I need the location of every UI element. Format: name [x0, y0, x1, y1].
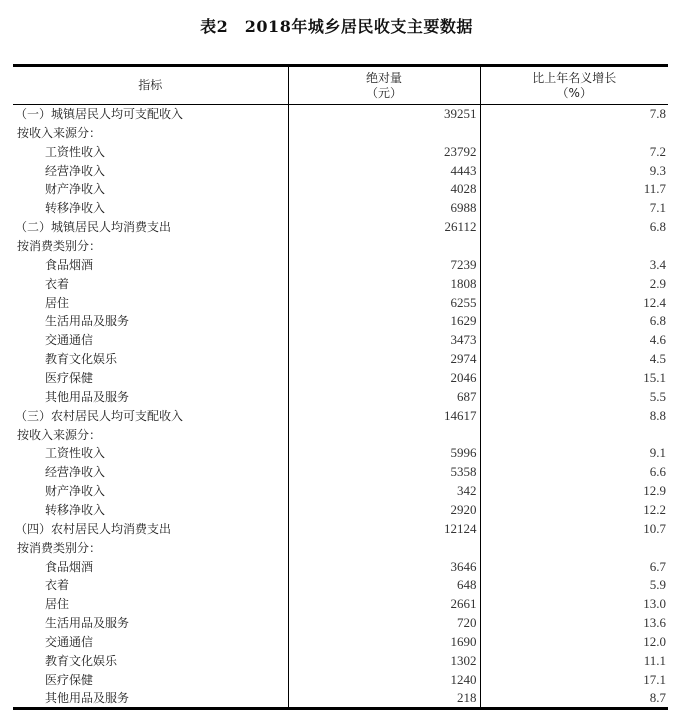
growth-value-cell: 6.7	[480, 557, 668, 576]
growth-value-cell: 8.7	[480, 689, 668, 709]
table-row	[13, 444, 668, 463]
absolute-value-cell: 2046	[288, 369, 480, 388]
header-absolute-unit: （元）	[365, 85, 402, 100]
table-row-section	[13, 519, 668, 538]
absolute-value-cell: 23792	[288, 142, 480, 161]
header-growth-label: 比上年名义增长	[532, 70, 617, 85]
growth-value-cell: 12.4	[480, 293, 668, 312]
table-row	[13, 670, 668, 689]
header-indicator	[13, 66, 288, 105]
table-body	[13, 105, 668, 709]
indicator-cell: 转移净收入	[45, 201, 106, 216]
table-row	[13, 369, 668, 388]
table-row	[13, 614, 668, 633]
header-growth-unit: （%）	[556, 85, 592, 100]
table-row-group-label	[13, 425, 668, 444]
indicator-cell: 食品烟酒	[45, 559, 94, 574]
indicator-cell: 生活用品及服务	[45, 616, 130, 631]
absolute-value-cell	[288, 538, 480, 557]
table-row	[13, 293, 668, 312]
growth-value-cell	[480, 425, 668, 444]
absolute-value-cell: 5996	[288, 444, 480, 463]
table-row	[13, 501, 668, 520]
table-row	[13, 595, 668, 614]
indicator-cell: 医疗保健	[45, 672, 94, 687]
indicator-cell: 按消费类别分：	[17, 540, 102, 555]
table-row	[13, 387, 668, 406]
growth-value-cell: 12.2	[480, 501, 668, 520]
header-absolute-label: 绝对量	[365, 70, 402, 85]
growth-value-cell: 7.8	[480, 105, 668, 124]
absolute-value-cell: 2974	[288, 350, 480, 369]
indicator-cell: 居住	[45, 295, 70, 310]
table-row	[13, 482, 668, 501]
indicator-cell: （一）城镇居民人均可支配收入	[15, 107, 184, 122]
growth-value-cell: 13.6	[480, 614, 668, 633]
growth-value-cell: 6.6	[480, 463, 668, 482]
table-row	[13, 633, 668, 652]
absolute-value-cell: 1302	[288, 651, 480, 670]
absolute-value-cell: 2661	[288, 595, 480, 614]
indicator-cell: 居住	[45, 597, 70, 612]
header-growth	[480, 66, 668, 105]
growth-value-cell: 8.8	[480, 406, 668, 425]
table-row-section	[13, 105, 668, 124]
growth-value-cell: 17.1	[480, 670, 668, 689]
growth-value-cell: 9.1	[480, 444, 668, 463]
absolute-value-cell: 218	[288, 689, 480, 709]
indicator-cell: 工资性收入	[45, 446, 106, 461]
growth-value-cell: 4.5	[480, 350, 668, 369]
indicator-cell: 衣着	[45, 276, 70, 291]
absolute-value-cell: 4443	[288, 161, 480, 180]
table-row	[13, 274, 668, 293]
growth-value-cell: 11.7	[480, 180, 668, 199]
indicator-cell: 医疗保健	[45, 370, 94, 385]
absolute-value-cell: 4028	[288, 180, 480, 199]
growth-value-cell: 12.9	[480, 482, 668, 501]
absolute-value-cell: 3473	[288, 331, 480, 350]
table-row	[13, 689, 668, 709]
absolute-value-cell: 1808	[288, 274, 480, 293]
header-indicator-label: 指标	[138, 78, 163, 92]
absolute-value-cell: 7239	[288, 255, 480, 274]
growth-value-cell: 2.9	[480, 274, 668, 293]
absolute-value-cell: 720	[288, 614, 480, 633]
table-row	[13, 576, 668, 595]
absolute-value-cell: 6988	[288, 199, 480, 218]
indicator-cell: 食品烟酒	[45, 257, 94, 272]
table-row-section	[13, 406, 668, 425]
growth-value-cell: 15.1	[480, 369, 668, 388]
growth-value-cell	[480, 538, 668, 557]
table-row-section	[13, 218, 668, 237]
absolute-value-cell: 14617	[288, 406, 480, 425]
indicator-cell: 按收入来源分：	[17, 125, 102, 140]
absolute-value-cell: 1240	[288, 670, 480, 689]
indicator-cell: 其他用品及服务	[45, 389, 130, 404]
absolute-value-cell: 6255	[288, 293, 480, 312]
table-row	[13, 312, 668, 331]
table-row	[13, 557, 668, 576]
growth-value-cell: 9.3	[480, 161, 668, 180]
indicator-cell: 教育文化娱乐	[45, 653, 118, 668]
indicator-cell: 工资性收入	[45, 144, 106, 159]
growth-value-cell: 10.7	[480, 519, 668, 538]
indicator-cell: 教育文化娱乐	[45, 352, 118, 367]
absolute-value-cell	[288, 237, 480, 256]
table-row-group-label	[13, 123, 668, 142]
growth-value-cell: 4.6	[480, 331, 668, 350]
growth-value-cell: 6.8	[480, 312, 668, 331]
indicator-cell: 生活用品及服务	[45, 314, 130, 329]
indicator-cell: （三）农村居民人均可支配收入	[15, 408, 184, 423]
indicator-cell: 转移净收入	[45, 502, 106, 517]
indicator-cell: 交通通信	[45, 333, 94, 348]
table-row	[13, 651, 668, 670]
absolute-value-cell: 2920	[288, 501, 480, 520]
table-row	[13, 142, 668, 161]
absolute-value-cell: 5358	[288, 463, 480, 482]
indicator-cell: 经营净收入	[45, 163, 106, 178]
indicator-cell: 财产净收入	[45, 484, 106, 499]
indicator-cell: 财产净收入	[45, 182, 106, 197]
growth-value-cell: 7.2	[480, 142, 668, 161]
indicator-cell: （二）城镇居民人均消费支出	[15, 220, 172, 235]
table-row	[13, 255, 668, 274]
header-row	[13, 66, 668, 105]
growth-value-cell: 11.1	[480, 651, 668, 670]
absolute-value-cell	[288, 123, 480, 142]
table-row	[13, 463, 668, 482]
absolute-value-cell: 342	[288, 482, 480, 501]
table-row	[13, 331, 668, 350]
table-row	[13, 199, 668, 218]
indicator-cell: 衣着	[45, 578, 70, 593]
absolute-value-cell: 1690	[288, 633, 480, 652]
growth-value-cell: 5.5	[480, 387, 668, 406]
growth-value-cell: 5.9	[480, 576, 668, 595]
indicator-cell: 经营净收入	[45, 465, 106, 480]
indicator-cell: 交通通信	[45, 634, 94, 649]
growth-value-cell: 6.8	[480, 218, 668, 237]
table-row-group-label	[13, 237, 668, 256]
table-row	[13, 161, 668, 180]
absolute-value-cell: 39251	[288, 105, 480, 124]
absolute-value-cell: 12124	[288, 519, 480, 538]
table-row	[13, 350, 668, 369]
header-absolute	[288, 66, 480, 105]
growth-value-cell: 12.0	[480, 633, 668, 652]
growth-value-cell	[480, 237, 668, 256]
absolute-value-cell: 648	[288, 576, 480, 595]
indicator-cell: 按消费类别分：	[17, 238, 102, 253]
indicator-cell: 按收入来源分：	[17, 427, 102, 442]
absolute-value-cell	[288, 425, 480, 444]
indicator-cell: 其他用品及服务	[13, 689, 288, 709]
growth-value-cell: 3.4	[480, 255, 668, 274]
growth-value-cell: 13.0	[480, 595, 668, 614]
table-row	[13, 180, 668, 199]
absolute-value-cell: 3646	[288, 557, 480, 576]
absolute-value-cell: 26112	[288, 218, 480, 237]
table-row-group-label	[13, 538, 668, 557]
absolute-value-cell: 687	[288, 387, 480, 406]
absolute-value-cell: 1629	[288, 312, 480, 331]
indicator-cell: （四）农村居民人均消费支出	[15, 521, 172, 536]
table-title: 表2 2018年城乡居民收支主要数据	[200, 17, 473, 36]
income-expenditure-table	[13, 64, 668, 710]
growth-value-cell: 7.1	[480, 199, 668, 218]
growth-value-cell	[480, 123, 668, 142]
